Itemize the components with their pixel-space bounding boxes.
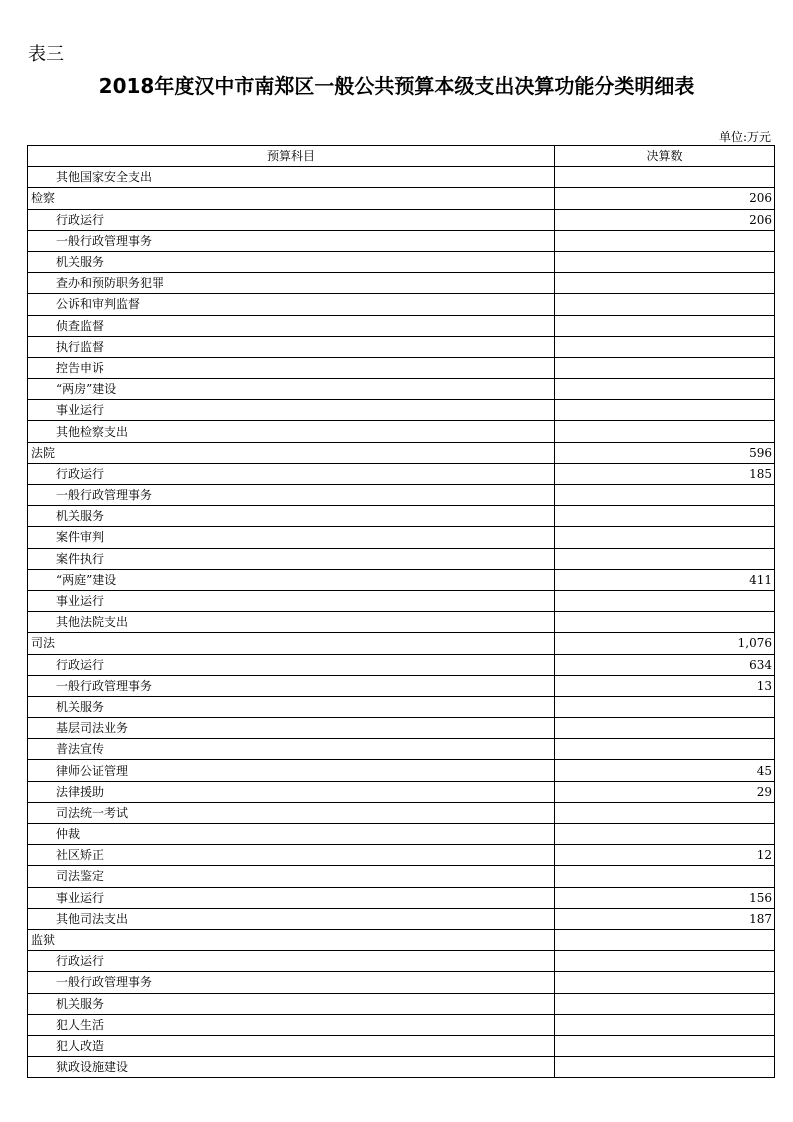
table-row — [28, 209, 775, 230]
table-row — [28, 612, 775, 633]
row-amount — [555, 696, 775, 717]
row-amount — [555, 527, 775, 548]
table-row — [28, 845, 775, 866]
row-amount: 185 — [555, 463, 775, 484]
row-item-name: 监狱 — [28, 929, 555, 950]
table-row — [28, 824, 775, 845]
row-item-name: 法院 — [28, 442, 555, 463]
row-amount: 156 — [555, 887, 775, 908]
table-row — [28, 1035, 775, 1056]
row-amount — [555, 718, 775, 739]
table-row — [28, 866, 775, 887]
table-row — [28, 188, 775, 209]
table-row — [28, 336, 775, 357]
unit-label: 单位:万元 — [718, 130, 771, 144]
table-row — [28, 527, 775, 548]
row-item-name: 犯人生活 — [28, 1014, 555, 1035]
row-item-name: 机关服务 — [28, 506, 555, 527]
table-body — [28, 167, 775, 1078]
row-item-name: 机关服务 — [28, 251, 555, 272]
table-row — [28, 421, 775, 442]
row-item-name: 司法统一考试 — [28, 802, 555, 823]
row-item-name: 案件审判 — [28, 527, 555, 548]
row-item-name: 查办和预防职务犯罪 — [28, 273, 555, 294]
row-amount — [555, 357, 775, 378]
row-item-name: 行政运行 — [28, 951, 555, 972]
row-item-name: 侦查监督 — [28, 315, 555, 336]
row-item-name: 司法 — [28, 633, 555, 654]
row-amount: 45 — [555, 760, 775, 781]
table-row — [28, 400, 775, 421]
row-amount — [555, 993, 775, 1014]
row-item-name: 事业运行 — [28, 400, 555, 421]
row-amount — [555, 421, 775, 442]
row-amount: 634 — [555, 654, 775, 675]
table-row — [28, 167, 775, 188]
row-amount — [555, 866, 775, 887]
table-row — [28, 929, 775, 950]
row-amount — [555, 1014, 775, 1035]
row-amount: 206 — [555, 209, 775, 230]
table-row — [28, 781, 775, 802]
table-row — [28, 951, 775, 972]
row-amount: 1,076 — [555, 633, 775, 654]
row-item-name: 律师公证管理 — [28, 760, 555, 781]
row-item-name: 一般行政管理事务 — [28, 485, 555, 506]
table-row — [28, 485, 775, 506]
row-item-name: 控告申诉 — [28, 357, 555, 378]
row-item-name: 机关服务 — [28, 993, 555, 1014]
row-amount — [555, 294, 775, 315]
table-row — [28, 675, 775, 696]
row-item-name: 其他法院支出 — [28, 612, 555, 633]
row-item-name: 基层司法业务 — [28, 718, 555, 739]
row-item-name: 其他检察支出 — [28, 421, 555, 442]
table-row — [28, 718, 775, 739]
header-budget-item: 预算科目 — [28, 146, 555, 167]
table-row — [28, 760, 775, 781]
table-row — [28, 696, 775, 717]
table-row — [28, 294, 775, 315]
row-item-name: “两庭”建设 — [28, 569, 555, 590]
row-item-name: 机关服务 — [28, 696, 555, 717]
row-item-name: 仲裁 — [28, 824, 555, 845]
row-item-name: 公诉和审判监督 — [28, 294, 555, 315]
row-amount — [555, 251, 775, 272]
row-amount — [555, 400, 775, 421]
row-amount — [555, 273, 775, 294]
row-item-name: 司法鉴定 — [28, 866, 555, 887]
header-final-amount: 决算数 — [555, 146, 775, 167]
table-row — [28, 802, 775, 823]
row-amount — [555, 929, 775, 950]
row-item-name: 社区矫正 — [28, 845, 555, 866]
table-row — [28, 569, 775, 590]
table-row — [28, 357, 775, 378]
table-row — [28, 251, 775, 272]
table-row — [28, 463, 775, 484]
row-amount — [555, 972, 775, 993]
row-amount — [555, 379, 775, 400]
row-item-name: 普法宣传 — [28, 739, 555, 760]
table-row — [28, 1014, 775, 1035]
row-item-name: 法律援助 — [28, 781, 555, 802]
row-amount — [555, 951, 775, 972]
table-row — [28, 315, 775, 336]
row-amount — [555, 506, 775, 527]
table-row — [28, 548, 775, 569]
row-item-name: 检察 — [28, 188, 555, 209]
row-item-name: 事业运行 — [28, 887, 555, 908]
page-title: 2018年度汉中市南郑区一般公共预算本级支出决算功能分类明细表 — [98, 74, 695, 98]
table-row — [28, 908, 775, 929]
table-row — [28, 633, 775, 654]
row-amount — [555, 548, 775, 569]
table-row — [28, 654, 775, 675]
row-item-name: “两房”建设 — [28, 379, 555, 400]
table-row — [28, 379, 775, 400]
table-row — [28, 506, 775, 527]
table-row — [28, 993, 775, 1014]
row-item-name: 一般行政管理事务 — [28, 675, 555, 696]
table-row — [28, 739, 775, 760]
row-amount — [555, 739, 775, 760]
row-amount — [555, 336, 775, 357]
row-amount: 411 — [555, 569, 775, 590]
row-amount — [555, 824, 775, 845]
row-item-name: 一般行政管理事务 — [28, 972, 555, 993]
row-amount — [555, 802, 775, 823]
row-amount: 13 — [555, 675, 775, 696]
row-item-name: 行政运行 — [28, 209, 555, 230]
table-row — [28, 590, 775, 611]
row-item-name: 其他国家安全支出 — [28, 167, 555, 188]
row-amount — [555, 167, 775, 188]
row-amount: 187 — [555, 908, 775, 929]
row-amount: 206 — [555, 188, 775, 209]
row-amount — [555, 612, 775, 633]
row-item-name: 行政运行 — [28, 463, 555, 484]
row-item-name: 一般行政管理事务 — [28, 230, 555, 251]
table-row — [28, 1057, 775, 1078]
row-amount: 29 — [555, 781, 775, 802]
row-item-name: 狱政设施建设 — [28, 1057, 555, 1078]
row-amount: 12 — [555, 845, 775, 866]
table-row — [28, 230, 775, 251]
table-row — [28, 442, 775, 463]
table-row — [28, 887, 775, 908]
row-amount — [555, 1035, 775, 1056]
row-amount: 596 — [555, 442, 775, 463]
table-header-row — [28, 146, 775, 167]
row-item-name: 执行监督 — [28, 336, 555, 357]
row-amount — [555, 590, 775, 611]
row-item-name: 事业运行 — [28, 590, 555, 611]
row-item-name: 行政运行 — [28, 654, 555, 675]
row-item-name: 犯人改造 — [28, 1035, 555, 1056]
row-amount — [555, 1057, 775, 1078]
budget-table — [27, 145, 775, 1078]
row-item-name: 案件执行 — [28, 548, 555, 569]
row-amount — [555, 315, 775, 336]
row-amount — [555, 230, 775, 251]
row-amount — [555, 485, 775, 506]
document-label: 表三 — [28, 44, 64, 65]
row-item-name: 其他司法支出 — [28, 908, 555, 929]
table-row — [28, 972, 775, 993]
table-row — [28, 273, 775, 294]
